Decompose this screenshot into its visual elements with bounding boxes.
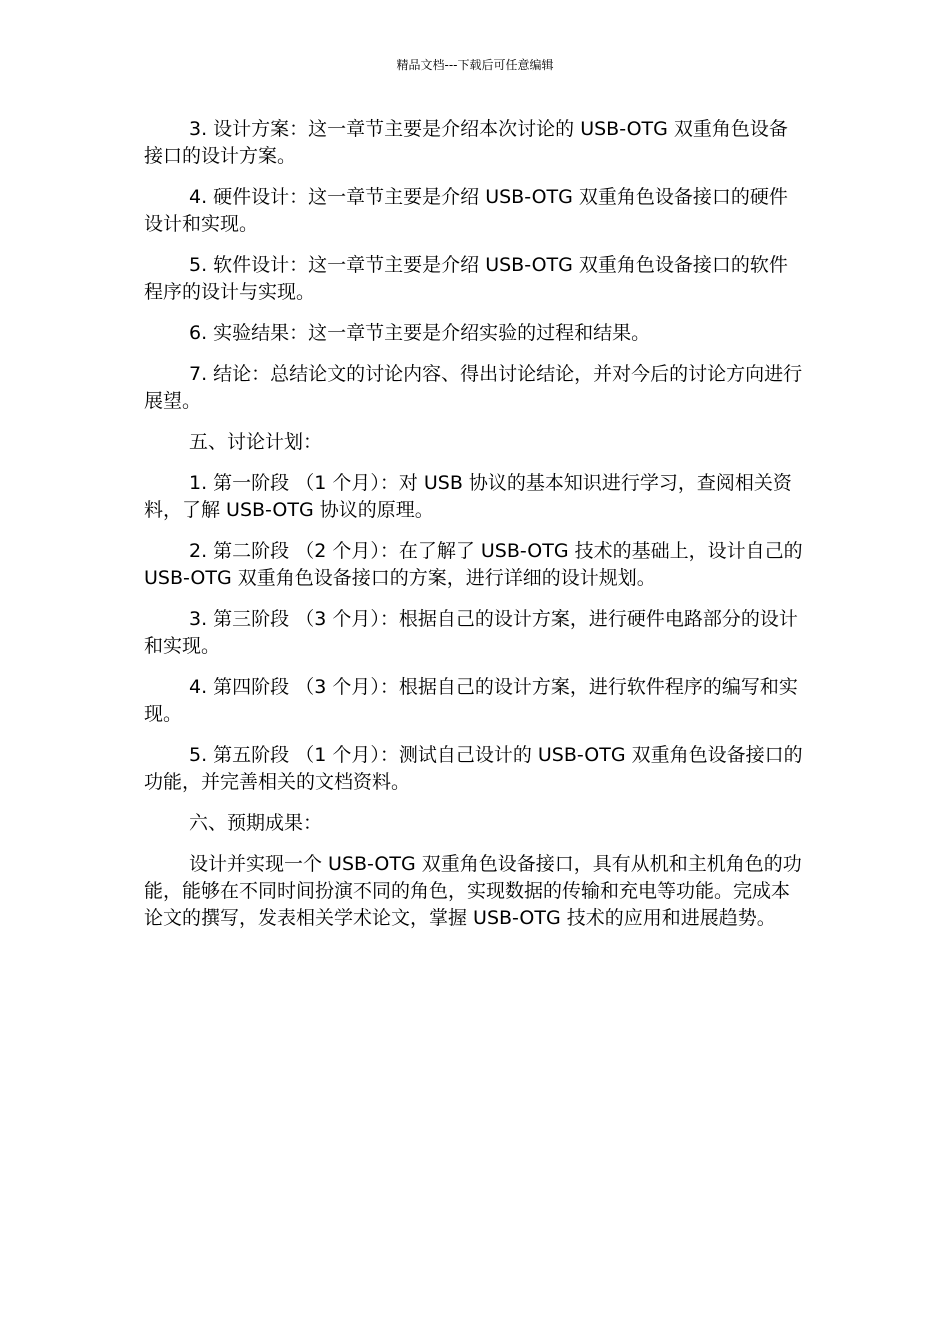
page-header: 精品文档---下载后可任意编辑: [396, 58, 554, 72]
plan-stage-1: 1. 第一阶段 （1 个月）：对 USB 协议的基本知识进行学习，查阅相关资料，了解 USB-OTG 协议的原理。: [144, 472, 792, 521]
document-body: [144, 116, 804, 946]
chapter-item-hardware-design: 4. 硬件设计：这一章节主要是介绍 USB-OTG 双重角色设备接口的硬件设计和实现。: [144, 186, 788, 235]
plan-stage-3: 3. 第三阶段 （3 个月）：根据自己的设计方案，进行硬件电路部分的设计和实现。: [144, 608, 798, 657]
plan-stage-4: 4. 第四阶段 （3 个月）：根据自己的设计方案，进行软件程序的编写和实现。: [144, 676, 798, 725]
section-heading-expected-results: 六、预期成果：: [189, 812, 323, 834]
chapter-item-design-plan: 3. 设计方案：这一章节主要是介绍本次讨论的 USB-OTG 双重角色设备接口的设计方案。: [144, 118, 788, 167]
plan-stage-5: 5. 第五阶段 （1 个月）：测试自己设计的 USB-OTG 双重角色设备接口的功能，并完善相关的文档资料。: [144, 744, 803, 793]
chapter-item-software-design: 5. 软件设计：这一章节主要是介绍 USB-OTG 双重角色设备接口的软件程序的设计与实现。: [144, 254, 788, 303]
chapter-item-experiment-results: 6. 实验结果：这一章节主要是介绍实验的过程和结果。: [189, 322, 651, 344]
expected-results-paragraph: 设计并实现一个 USB-OTG 双重角色设备接口，具有从机和主机角色的功能，能够在不同时间扮演不同的角色，实现数据的传输和充电等功能。完成本论文的撰写，发表相关学术论文，掌握 USB-OTG 技术的应用和进展趋势。: [144, 853, 802, 929]
section-heading-plan: 五、讨论计划：: [189, 431, 323, 453]
chapter-item-conclusion: 7. 结论：总结论文的讨论内容、得出讨论结论，并对今后的讨论方向进行展望。: [144, 363, 803, 412]
plan-stage-2: 2. 第二阶段 （2 个月）：在了解了 USB-OTG 技术的基础上，设计自己的 USB-OTG 双重角色设备接口的方案，进行详细的设计规划。: [144, 540, 803, 589]
